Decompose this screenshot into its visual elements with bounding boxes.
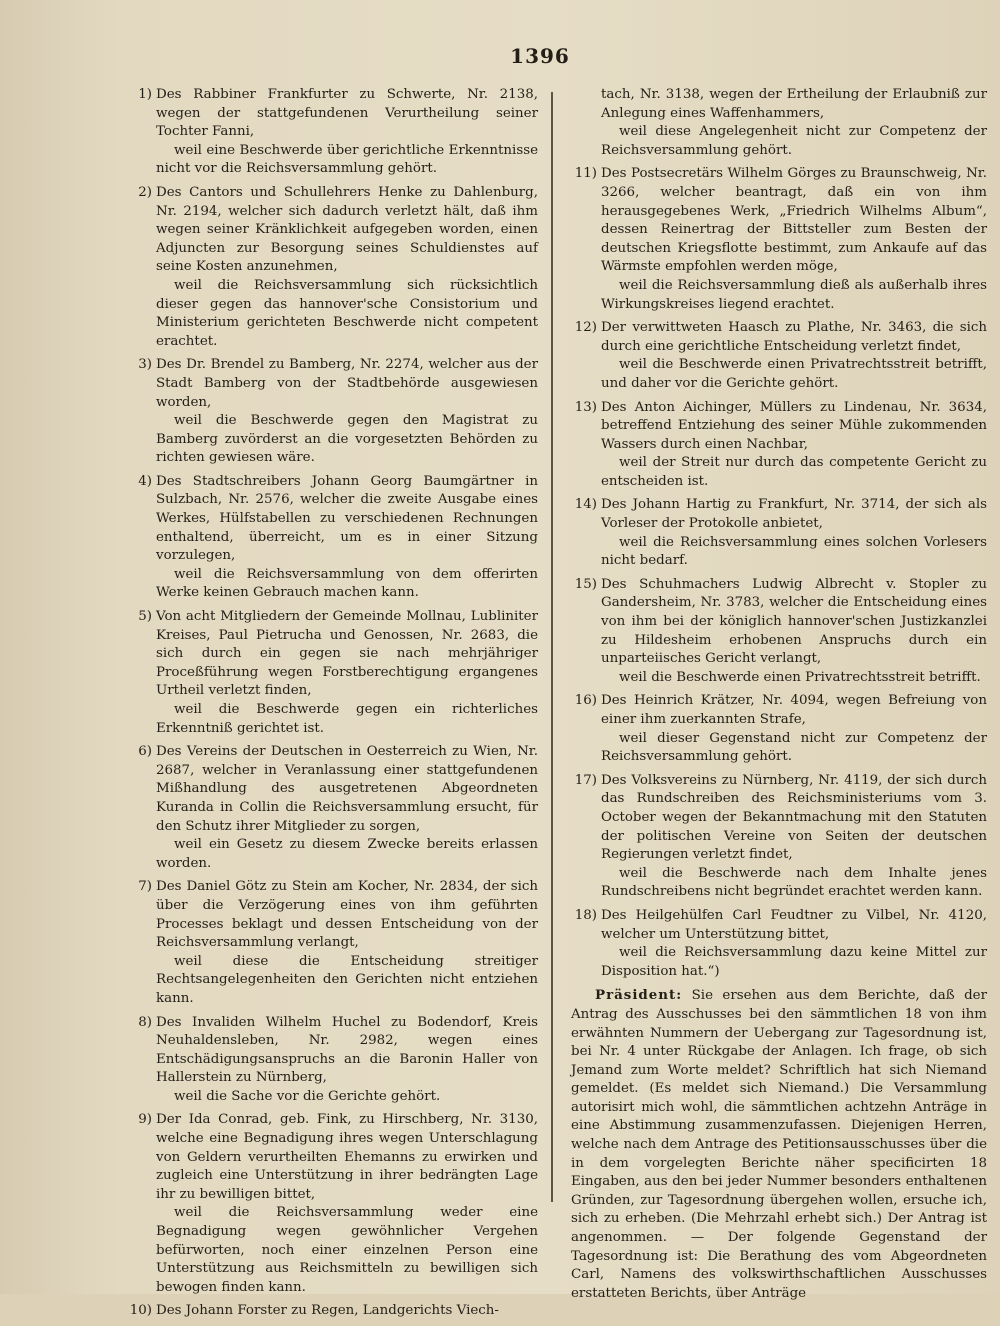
entry-reason: weil dieser Gegenstand nicht zur Competenz der Reichsversammlung gehört. (601, 730, 987, 765)
entry-text: Des Vereins der Deutschen in Oesterreich zu Wien, Nr. 2687, welcher in Veranlassung einer stattgefundenen Mißhandlung des ausgetretenen Abgeordneten Kuranda in Collin die Reichsversammlung ersucht, für den Schutz ihrer Mitglieder zu sorgen, (156, 744, 538, 834)
entry-reason: weil die Beschwerde einen Privatrechtsstreit betrifft, und daher vor die Gerichte gehört. (601, 357, 987, 391)
entry-number: 10) (129, 1303, 152, 1319)
entry-reason: weil der Streit nur durch das competente Gericht zu entscheiden ist. (601, 455, 987, 489)
right-column (571, 86, 987, 1303)
statement-text: Sie ersehen aus dem Berichte, daß der Antrag des Ausschusses bei den sämmtlichen 18 von ihm erwähnten Nummern der Uebergang zur Tagesordnung ist, bei Nr. 4 unter Rückgabe der Anlagen. Ich frage, ob sich Jemand zum Worte meldet? Schriftlich hat sich Niemand gemeldet. (Es meldet sich Niemand.) Die Versammlung autorisirt mich wohl, die sämmtlichen achtzehn Anträge in eine Abstimmung zusammenzufassen. Diejenigen Herren, welche nach dem Antrage des Petitionsausschusses über die in dem vorgelegten Berichte näher specificirten 18 Eingaben, aus den bei jeder Nummer besonders enthaltenen Gründen, zur Tagesordnung übergehen wollen, ersuche ich, sich zu erheben. (Die Mehrzahl erhebt sich.) Der Antrag ist angenommen. — Der folgende Gegenstand der Tagesordnung ist: Die Berathung des vom Abgeordneten Carl, Namens des volkswirthschaftlichen Ausschusses erstatteten Berichts, über Anträge (571, 988, 987, 1301)
entry-text: Des Anton Aichinger, Müllers zu Lindenau, Nr. 3634, betreffend Entziehung des seiner Mühle zukommenden Wassers durch einen Nachbar, (601, 399, 987, 452)
entry-text: Des Heinrich Krätzer, Nr. 4094, wegen Befreiung von einer ihm zuerkannten Strafe, (601, 693, 987, 727)
president-statement (571, 986, 987, 1303)
entry-text: Des Stadtschreibers Johann Georg Baumgärtner in Sulzbach, Nr. 2576, welcher die zweite Ausgabe eines Werkes, Hülfstabellen zu verschiedenen Rechnungen enthaltend, überreicht, um es in einer Sitzung vorzulegen, (156, 473, 538, 564)
petition-entry (571, 692, 987, 766)
petition-entry (126, 608, 538, 738)
speaker-name: Präsident: (595, 987, 683, 1004)
entry-reason: weil die Reichsversammlung von dem offerirten Werke keinen Gebrauch machen kann. (156, 566, 538, 601)
entry-text: Des Volksvereins zu Nürnberg, Nr. 4119, der sich durch das Rundschreiben des Reichsministeriums vom 3. October wegen der Bekanntmachung mit den Statuten der politischen Vereine von Seiten der deutschen Regierungen verletzt findet, (601, 772, 987, 863)
entry-text: Von acht Mitgliedern der Gemeinde Mollnau, Lubliniter Kreises, Paul Pietrucha und Genossen, Nr. 2683, die sich durch ein gegen sie nach mehrjähriger Proceßführung wegen Forstberechtigung ergangenes Urtheil verletzt finden, (156, 609, 538, 699)
entry-text: Des Heilgehülfen Carl Feudtner zu Vilbel, Nr. 4120, welcher um Unterstützung bittet, (601, 907, 987, 942)
petition-entry (571, 399, 987, 492)
entry-reason: weil die Reichsversammlung eines solchen Vorlesers nicht bedarf. (601, 534, 987, 569)
petition-entry (571, 319, 987, 393)
entry-number: 7) (138, 879, 152, 895)
entry-reason: weil diese Angelegenheit nicht zur Competenz der Reichsversammlung gehört. (601, 124, 987, 158)
entry-number: 12) (574, 320, 597, 336)
entry-number: 14) (574, 497, 597, 513)
entry-number: 4) (138, 473, 152, 489)
petition-entry (126, 1302, 538, 1321)
entry-reason: weil die Reichsversammlung sich rücksichtlich dieser gegen das hannover'sche Consistorium und Ministerium gerichteten Beschwerde nicht competent erachtet. (156, 277, 538, 349)
entry-text: Des Johann Hartig zu Frankfurt, Nr. 3714, der sich als Vorleser der Protokolle anbietet, (601, 497, 987, 532)
entry-reason: weil ein Gesetz zu diesem Zwecke bereits erlassen worden. (156, 837, 538, 871)
petition-entry (571, 496, 987, 570)
entry-number: 5) (138, 609, 152, 625)
petition-entry (571, 907, 987, 981)
page-number: 1396 (510, 44, 570, 68)
entry-text: Des Daniel Götz zu Stein am Kocher, Nr. 2834, der sich über die Verzögerung eines von ihm geführten Processes beklagt und dessen Entscheidung von der Reichsversammlung verlangt, (156, 879, 538, 951)
entry-number: 18) (574, 907, 597, 923)
entry-text: Des Dr. Brendel zu Bamberg, Nr. 2274, welcher aus der Stadt Bamberg von der Stadtbehörde ausgewiesen worden, (156, 357, 538, 410)
petition-entry (126, 184, 538, 351)
entry-text: Des Postsecretärs Wilhelm Görges zu Braunschweig, Nr. 3266, welcher beantragt, daß ein von ihm herausgegebenes Werk, „Friedrich Wilhelms Album“, dessen Reinertrag der Bittsteller zum Besten der deutschen Kriegsflotte bestimmt, zum Ankaufe auf das Wärmste empfohlen werden möge, (601, 166, 987, 275)
left-column (126, 86, 538, 1326)
entry-number: 17) (574, 772, 597, 788)
petition-entry (126, 473, 538, 603)
petition-entry (126, 1014, 538, 1107)
entry-text: Des Schuhmachers Ludwig Albrecht v. Stopler zu Gandersheim, Nr. 3783, welcher die Entscheidung eines von ihm bei der königlich hannover'schen Justizkanzlei zu Hildesheim erhobenen Anspruchs durch ein unparteiisches Gericht verlangt, (601, 576, 987, 667)
petition-entry (126, 878, 538, 1008)
entry-text: Des Invaliden Wilhelm Huchel zu Bodendorf, Kreis Neuhaldensleben, Nr. 2982, wegen eines Entschädigungsanspruchs an die Baronin Haller von Hallerstein zu Nürnberg, (156, 1014, 538, 1086)
entry-reason: weil die Beschwerde einen Privatrechtsstreit betrifft. (619, 669, 981, 685)
entry-number: 1) (138, 87, 152, 102)
entry-text: tach, Nr. 3138, wegen der Ertheilung der Erlaubniß zur Anlegung eines Waffenhammers, (601, 87, 987, 121)
entry-text: Des Cantors und Schullehrers Henke zu Dahlenburg, Nr. 2194, welcher sich dadurch verletzt hält, daß ihm wegen seiner Kränklichkeit aufgegeben worden, einen Adjuncten zur Besorgung seines Schuldienstes auf seine Kosten anzunehmen, (156, 184, 538, 275)
petition-entry (126, 356, 538, 468)
entry-number: 16) (574, 693, 597, 709)
entry-reason: weil die Reichsversammlung weder eine Begnadigung wegen gewöhnlicher Vergehen befürworten, noch einer einzelnen Person eine Unterstützung aus Reichsmitteln zu bewilligen sich bewogen finden kann. (156, 1205, 538, 1295)
entry-number: 8) (138, 1014, 152, 1030)
column-divider (551, 92, 553, 1202)
entry-number: 13) (574, 399, 597, 415)
entry-number: 3) (138, 357, 152, 373)
entry-text: Des Rabbiner Frankfurter zu Schwerte, Nr. 2138, wegen der stattgefundenen Verurtheilung seiner Tochter Fanni, (156, 87, 538, 140)
entry-number: 15) (574, 576, 597, 592)
entry-reason: weil die Beschwerde nach dem Inhalte jenes Rundschreibens nicht begründet erachtet werden kann. (601, 865, 987, 900)
petition-entry (571, 772, 987, 902)
petition-entry-continued (571, 86, 987, 160)
entry-reason: weil die Beschwerde gegen ein richterliches Erkenntniß gerichtet ist. (156, 702, 538, 736)
petition-entry (126, 743, 538, 873)
entry-reason: weil diese die Entscheidung streitiger Rechtsangelegenheiten den Gerichten nicht entziehen kann. (156, 953, 538, 1006)
entry-reason: weil die Sache vor die Gerichte gehört. (174, 1088, 441, 1104)
entry-reason: weil die Reichsversammlung dazu keine Mittel zur Disposition hat.“) (601, 945, 987, 979)
entry-number: 11) (574, 166, 597, 182)
entry-number: 9) (138, 1112, 152, 1128)
entry-text: Der Ida Conrad, geb. Fink, zu Hirschberg, Nr. 3130, welche eine Begnadigung ihres wegen Unterschlagung von Geldern verurtheilten Ehemanns zu erwirken und zugleich eine Unterstützung in ihrer bedrängten Lage ihr zu bewilligen bittet, (156, 1112, 538, 1202)
petition-entry (571, 576, 987, 688)
entry-text: Des Johann Forster zu Regen, Landgerichts Viech- (156, 1303, 499, 1319)
petition-entry (126, 1111, 538, 1297)
entry-number: 6) (138, 744, 152, 760)
entry-text: Der verwittweten Haasch zu Plathe, Nr. 3463, die sich durch eine gerichtliche Entscheidung verletzt findet, (601, 320, 987, 354)
entry-number: 2) (138, 184, 152, 200)
petition-entry (126, 86, 538, 179)
entry-reason: weil die Beschwerde gegen den Magistrat zu Bamberg zuvörderst an die vorgesetzten Behörden zu richten gewiesen wäre. (156, 413, 538, 466)
entry-reason: weil eine Beschwerde über gerichtliche Erkenntnisse nicht vor die Reichsversammlung gehört. (156, 142, 538, 177)
entry-reason: weil die Reichsversammlung dieß als außerhalb ihres Wirkungskreises liegend erachtet. (601, 277, 987, 312)
petition-entry (571, 165, 987, 314)
